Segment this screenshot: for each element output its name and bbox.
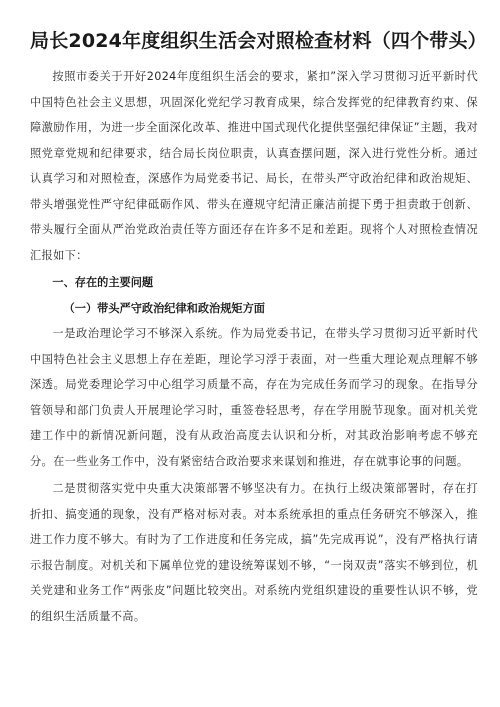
document-title: 局长2024年度组织生活会对照检查材料（四个带头）: [30, 30, 487, 52]
section-heading-problems: 一、存在的主要问题: [52, 276, 154, 289]
problem-paragraph-1: 一是政治理论学习不够深入系统。作为局党委书记，在带头学习贯彻习近平新时代中国特色社会主义思想上存在差距，理论学习浮于表面，对一些重大理论观点理解不够深透。局党委理论学习中心组学习质量不高，存在为完成任务而学习的现象。在指导分管领导和部门负责人开展理论学习时，重签卷轻思考，存在学用脱节现象。面对机关党建工作中的新情况新问题，没有从政治高度去认识和分析，对其政治影响考虑不够充分。在一些业务工作中，没有紧密结合政治要求来谋划和推进，存在就事论事的问题。: [30, 327, 478, 468]
problem-paragraph-2: 二是贯彻落实党中央重大决策部署不够坚决有力。在执行上级决策部署时，存在打折扣、搞变通的现象，没有严格对标对表。对本系统承担的重点任务研究不够深入，推进工作力度不够大。有时为了工作进度和任务完成，搞”先完成再说”，没有严格执行请示报告制度。对机关和下属单位党的建设统筹谋划不够，“一岗双责”落实不够到位，机关党建和业务工作“两张皮”问题比较突出。对系统内党组织建设的重要性认识不够，党的组织生活质量不高。: [30, 482, 478, 623]
subsection-heading-political-discipline: （一）带头严守政治纪律和政治规矩方面: [63, 301, 265, 315]
intro-paragraph: 按照市委关于开好2024年度组织生活会的要求，紧扣”深入学习贯彻习近平新时代中国特色社会主义思想，巩固深化党纪学习教育成果，综合发挥党的纪律教育约束、保障激励作用，为进一步全面深化改革、推进中国式现代化提供坚强纪律保证”主题，我对照党章党规和纪律要求，结合局长岗位职责，认真查摆问题，深入进行党性分析。通过认真学习和对照检查，深感作为局党委书记、局长，在带头严守政治纪律和政治规矩、带头增强党性严守纪律砥砺作风、带头在遵规守纪清正廉洁前提下勇于担责敢于创新、带头履行全面从严治党政治责任等方面还存在许多不足和差距。现将个人对照检查情况汇报如下：: [30, 70, 478, 262]
